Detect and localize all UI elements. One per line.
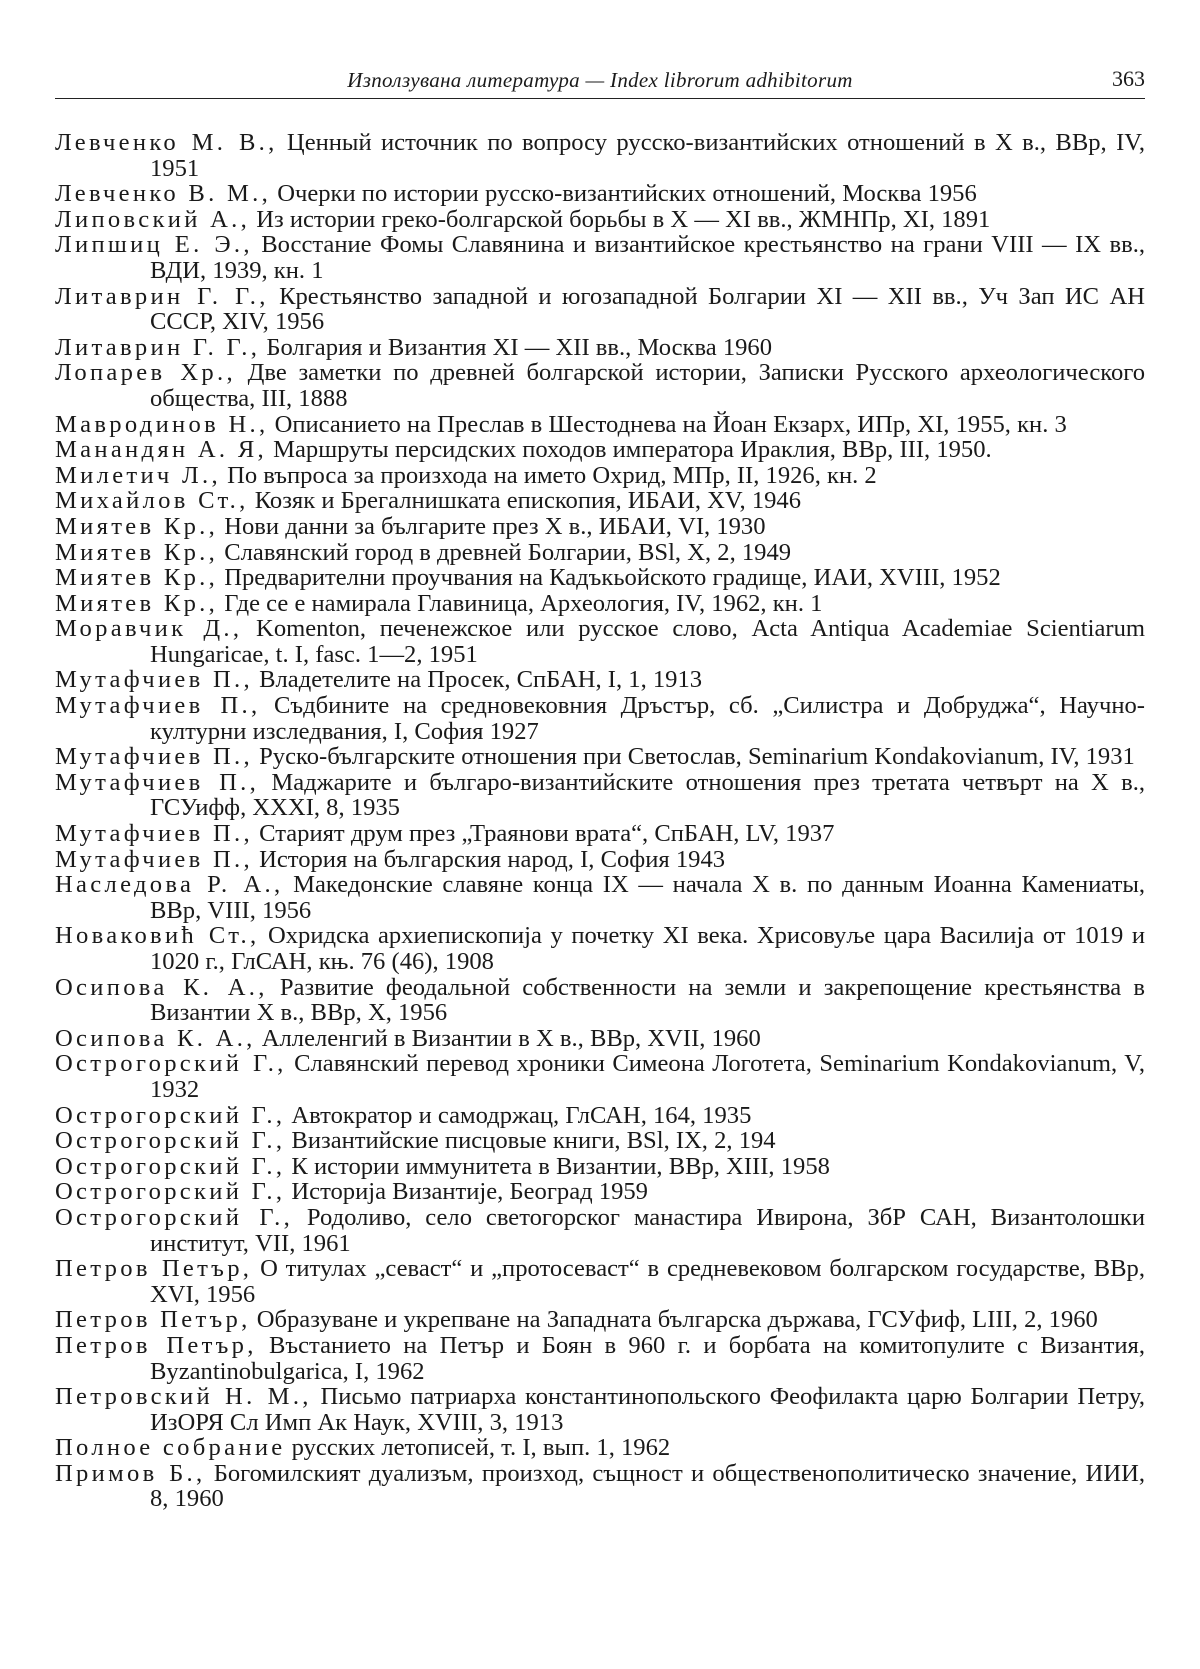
- entry-author: Миятев Кр.,: [55, 538, 219, 566]
- entry-author: Манандян А. Я,: [55, 436, 267, 464]
- bibliography-entry: [55, 232, 1145, 283]
- bibliography-entry: [55, 1051, 1145, 1102]
- bibliography-entry: [55, 335, 1145, 361]
- entry-citation: Съдбините на средновековния Дръстър, сб. „Силистра и Добруджа“, Научно-културни изследвания, I, София 1927: [150, 692, 1145, 745]
- bibliography-entry: [55, 1435, 1145, 1461]
- entry-citation: Две заметки по древней болгарской истории, Записки Русского археологического общества, III, 1888: [150, 359, 1146, 412]
- entry-citation: Богомилският дуализъм, произход, същност и общественополитическо значение, ИИИ, 8, 1960: [150, 1459, 1145, 1513]
- entry-author: Осипова К. А.,: [55, 1024, 256, 1052]
- bibliography-entry: [55, 181, 1145, 207]
- entry-citation: Козяк и Брегалнишката епископия, ИБАИ, XV, 1946: [248, 487, 802, 515]
- entry-citation: Komenton, печенежское или русское слово, Acta Antiqua Academiae Scientiarum Hungaricae, t. I, fasc. 1—2, 1951: [150, 615, 1145, 668]
- entry-citation: К истории иммунитета в Византии, ВВр, XIII, 1958: [285, 1152, 830, 1180]
- entry-author: Мавродинов Н.,: [55, 410, 269, 438]
- bibliography-entry: [55, 821, 1145, 847]
- entry-author: Примов Б.,: [55, 1459, 206, 1487]
- entry-author: Мутафчиев П.,: [55, 666, 253, 694]
- entry-author: Петровский Н. М.,: [55, 1383, 312, 1411]
- entry-citation: Очерки по истории русско-византийских отношений, Москва 1956: [271, 180, 977, 208]
- bibliography-entry: [55, 616, 1145, 667]
- entry-author: Петров Петър,: [55, 1255, 253, 1283]
- entry-citation: Развитие феодальной собственности на земли и закрепощение крестьянства в Византии X в., ВВр, X, 1956: [150, 973, 1146, 1027]
- running-header: [55, 62, 1145, 99]
- entry-citation: Руско-българските отношения при Светослав, Seminarium Kondakovianum, IV, 1931: [252, 743, 1135, 771]
- entry-author: Петров Петър,: [55, 1331, 257, 1359]
- entry-citation: Из истории греко-болгарской борьбы в X — XI вв., ЖМНПр, XI, 1891: [250, 205, 991, 233]
- bibliography-entry: [55, 1205, 1145, 1256]
- bibliography-entry: [55, 744, 1145, 770]
- entry-citation: Описанието на Преслав в Шестоднева на Йоан Екзарх, ИПр, XI, 1955, кн. 3: [268, 410, 1067, 438]
- bibliography-entry: [55, 284, 1145, 335]
- entry-author: Мутафчиев П.,: [55, 845, 253, 873]
- page-number: 363: [1112, 66, 1145, 91]
- bibliography-entry: [55, 488, 1145, 514]
- entry-citation: Маршруты персидских походов императора Ираклия, ВВр, III, 1950.: [266, 436, 992, 464]
- entry-citation: Аллеленгий в Византии в X в., ВВр, XVII, 1960: [255, 1024, 761, 1052]
- bibliography-entry: [55, 207, 1145, 233]
- bibliography-entry: [55, 437, 1145, 463]
- entry-citation: Владетелите на Просек, СпБАН, I, 1, 1913: [252, 666, 703, 694]
- entry-author: Петров Петър,: [55, 1306, 251, 1334]
- bibliography-entry: [55, 1154, 1145, 1180]
- entry-citation: Старият друм през „Траянови врата“, СпБАН, LV, 1937: [252, 820, 835, 848]
- bibliography-entry: [55, 463, 1145, 489]
- bibliography-entry: [55, 693, 1145, 744]
- bibliography-entry: [55, 847, 1145, 873]
- entry-citation: Предварителни проучвания на Кадъкьойското градище, ИАИ, XVIII, 1952: [218, 564, 1001, 592]
- bibliography-list: [55, 130, 1145, 1512]
- entry-citation: Въстанието на Петър и Боян в 960 г. и борбата на комитопулите с Византия, Byzantinobulgarica, I, 1962: [150, 1331, 1145, 1385]
- entry-citation: Македонские славяне конца IX — начала X в. по данным Иоанна Камениаты, ВВр, VIII, 1956: [150, 871, 1145, 924]
- entry-author: Липшиц Е. Э.,: [55, 231, 253, 259]
- bibliography-entry: [55, 1103, 1145, 1129]
- entry-citation: Историја Византије, Београд 1959: [285, 1178, 648, 1206]
- entry-author: Острогорский Г.,: [55, 1152, 286, 1180]
- entry-citation: Охридска архиепископија у почетку XI века. Хрисовуље цара Василија от 1019 и 1020 г., ГлСАН, књ. 76 (46), 1908: [150, 922, 1145, 975]
- bibliography-entry: [55, 1179, 1145, 1205]
- entry-citation: Крестьянство западной и югозападной Болгарии XI — XII вв., Уч Зап ИС АН СССР, XIV, 1956: [150, 282, 1146, 336]
- entry-author: Милетич Л.,: [55, 461, 221, 489]
- entry-author: Острогорский Г.,: [55, 1101, 286, 1129]
- entry-author: Левченко М. В.,: [55, 129, 278, 156]
- entry-citation: Славянский перевод хроники Симеона Логотета, Seminarium Kondakovianum, V, 1932: [150, 1050, 1145, 1103]
- bibliography-entry: [55, 1384, 1145, 1435]
- bibliography-entry: [55, 514, 1145, 540]
- bibliography-entry: [55, 1256, 1145, 1307]
- entry-citation: По въпроса за произхода на името Охрид, МПр, II, 1926, кн. 2: [220, 461, 877, 489]
- entry-author: Новаковић Ст.,: [55, 922, 260, 950]
- entry-citation: История на българския народ, I, София 1943: [252, 845, 726, 873]
- entry-author: Лопарев Хр.,: [55, 359, 236, 387]
- entry-author: Литаврин Г. Г.,: [55, 282, 269, 310]
- entry-author: Литаврин Г. Г.,: [55, 333, 261, 361]
- entry-author: Мутафчиев П.,: [55, 768, 260, 796]
- bibliography-entry: [55, 1333, 1145, 1384]
- entry-author: Острогорский Г.,: [55, 1178, 286, 1206]
- entry-citation: русских летописей, т. I, вып. 1, 1962: [285, 1434, 671, 1462]
- entry-citation: Автократор и самодржац, ГлСАН, 164, 1935: [285, 1101, 752, 1129]
- running-header-title: Използувана литература — Index librorum adhibitorum: [347, 68, 853, 92]
- entry-author: Мутафчиев П.,: [55, 692, 261, 720]
- bibliography-entry: [55, 412, 1145, 438]
- entry-author: Моравчик Д.,: [55, 615, 243, 643]
- entry-author: Наследова Р. А.,: [55, 871, 284, 899]
- entry-author: Полное собрание: [55, 1434, 286, 1462]
- entry-author: Осипова К. А.,: [55, 973, 268, 1001]
- bibliography-entry: [55, 770, 1145, 821]
- bibliography-entry: [55, 360, 1145, 411]
- entry-author: Липовский А.,: [55, 205, 251, 233]
- entry-author: Левченко В. М.,: [55, 180, 272, 208]
- bibliography-entry: [55, 591, 1145, 617]
- entry-author: Миятев Кр.,: [55, 512, 219, 540]
- bibliography-entry: [55, 975, 1145, 1026]
- bibliography-entry: [55, 540, 1145, 566]
- bibliography-entry: [55, 872, 1145, 923]
- bibliography-entry: [55, 923, 1145, 974]
- entry-author: Мутафчиев П.,: [55, 743, 253, 771]
- entry-citation: Восстание Фомы Славянина и византийское крестьянство на грани VIII — IX вв., ВДИ, 1939, кн. 1: [150, 231, 1145, 284]
- entry-author: Михайлов Ст.,: [55, 487, 249, 515]
- bibliography-entry: [55, 1128, 1145, 1154]
- bibliography-entry: [55, 1461, 1145, 1512]
- bibliography-entry: [55, 130, 1145, 181]
- bibliography-entry: [55, 667, 1145, 693]
- bibliography-entry: [55, 565, 1145, 591]
- entry-citation: Письмо патриарха константинопольского Феофилакта царю Болгарии Петру, ИзОРЯ Сл Имп Ак Наук, XVIII, 3, 1913: [150, 1383, 1146, 1436]
- entry-citation: Где се е намирала Главиница, Археология, IV, 1962, кн. 1: [218, 589, 823, 617]
- entry-citation: Нови данни за българите през X в., ИБАИ, VI, 1930: [218, 512, 766, 540]
- entry-citation: Маджарите и българо-византийските отношения през третата четвърт на X в., ГСУифф, XXXI, 8, 1935: [150, 768, 1145, 822]
- entry-author: Острогорский Г.,: [55, 1050, 287, 1078]
- entry-citation: Болгария и Византия XI — XII вв., Москва 1960: [260, 333, 773, 361]
- entry-author: Острогорский Г.,: [55, 1203, 294, 1231]
- entry-author: Миятев Кр.,: [55, 564, 219, 592]
- entry-citation: Ценный источник по вопросу русско-византийских отношений в X в., ВВр, IV, 1951: [150, 129, 1145, 182]
- bibliography-entry: [55, 1307, 1145, 1333]
- entry-citation: Византийские писцовые книги, BSl, IX, 2, 194: [285, 1127, 776, 1155]
- entry-author: Мутафчиев П.,: [55, 820, 253, 848]
- entry-author: Миятев Кр.,: [55, 589, 219, 617]
- bibliography-entry: [55, 1026, 1145, 1052]
- entry-author: Острогорский Г.,: [55, 1127, 286, 1155]
- entry-citation: О титулах „севаст“ и „протосеваст“ в средневековом болгарском государстве, ВВр, XVI, 1956: [150, 1255, 1145, 1308]
- entry-citation: Образуване и укрепване на Западната българска държава, ГСУфиф, LIII, 2, 1960: [250, 1306, 1098, 1334]
- entry-citation: Родоливо, село светогорског манастира Ивирона, ЗбР САН, Византолошки институт, VII, 1961: [150, 1203, 1146, 1257]
- entry-citation: Славянский город в древней Болгарии, BSl, X, 2, 1949: [218, 538, 792, 566]
